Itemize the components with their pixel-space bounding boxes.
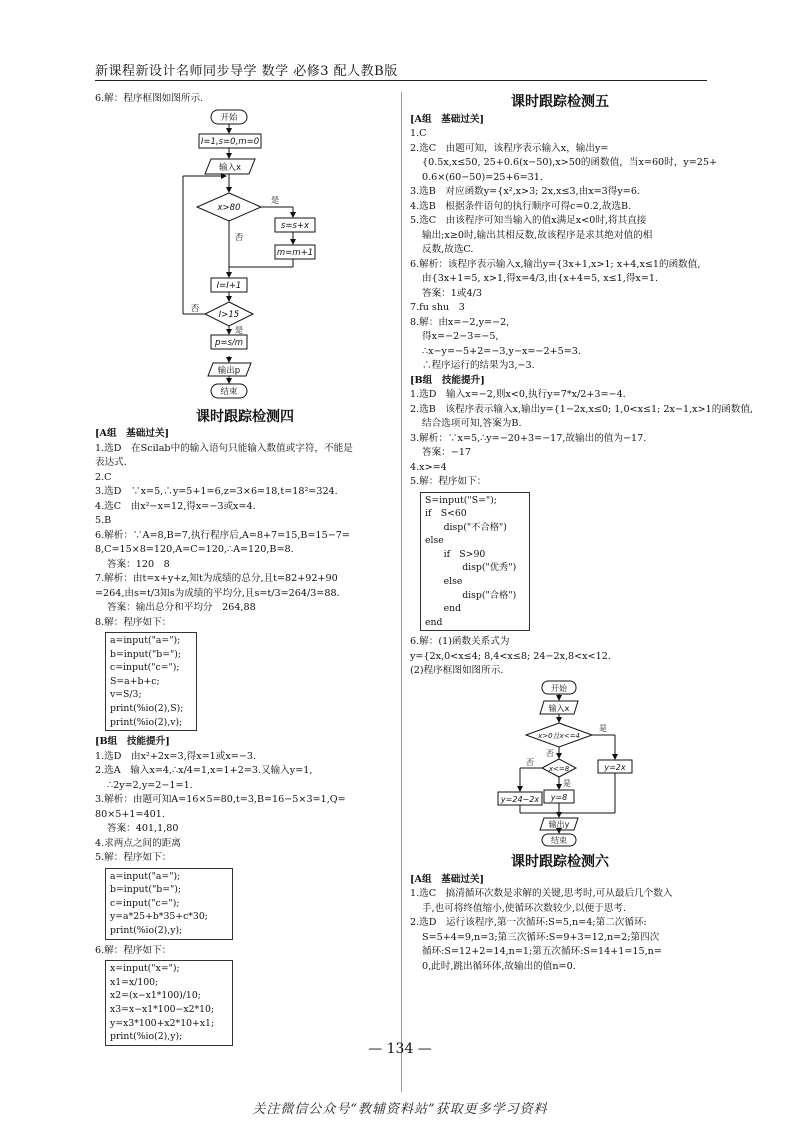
text-line: 5.解：程序如下：: [410, 476, 487, 487]
flow2-yes2-text: 是: [563, 778, 571, 788]
code-line: print(%io(2),v);: [110, 716, 183, 728]
text-line: 1.选D 输入x=−2,则x<0,执行y=7*x/2+3=−4.: [410, 389, 626, 400]
answer-6-lines: [410, 635, 710, 679]
flow1-yes2-text: 是: [234, 325, 244, 336]
text-line: 8.解：由x=−2,y=−2,: [410, 316, 510, 328]
section-title-4: 课时跟踪检测四: [196, 408, 294, 425]
flow1-cond1-text: x>80: [217, 202, 241, 213]
text-line: 5.B: [95, 515, 112, 526]
flow1-proc2-text: m=m+1: [276, 247, 314, 258]
group-a-label: [A组 基础过关]: [410, 113, 485, 125]
group-b-lines: [410, 388, 754, 490]
text-line: 4.x>=4: [410, 461, 447, 473]
group-a-label: [A组 基础过关]: [95, 428, 170, 439]
text-line: 7.fu shu 3: [410, 302, 465, 313]
text-line: 1.C: [410, 128, 427, 139]
text-line: 手,也可将终值缩小,使循环次数较少,以便于思考.: [422, 902, 627, 914]
code-line: b=input("b=");: [110, 884, 182, 896]
text-line: 4.选B 根据条件语句的执行顺序可得c=0.2,故选B.: [410, 200, 632, 212]
flowchart-piecewise: [410, 679, 710, 847]
page-header: 新课程新设计名师同步导学 数学 必修3 配人教B版: [95, 60, 707, 81]
text-line: {0.5x,x≤50, 25+0.6(x−50),x>50的函数值，当x=60时，y=25+: [422, 157, 718, 168]
text-line: 3.解析：∵x=5,∴y=−20+3=−17,故输出的值为−17.: [410, 432, 647, 444]
flow1-no1-text: 否: [234, 232, 244, 243]
flow2-cond1-text: x>0且x<=4: [538, 731, 580, 740]
code-block-5: [105, 868, 233, 940]
text-line: 2.选A 输入x=4,∴x/4=1,x=1+2=3.又输入y=1,: [95, 765, 313, 777]
code-line: v=S/3;: [110, 689, 142, 701]
code-line: end: [425, 616, 443, 628]
flow2-no2-text: 否: [526, 757, 534, 767]
text-line: 由{3x+1=5, x>1,得x=4/3,由{x+4=5, x≤1,得x=1.: [422, 273, 659, 284]
code-block-5r: [420, 492, 530, 632]
text-line: 结合选项可知,答案为B.: [422, 418, 522, 429]
code-line: x2=(x−x1*100)/10;: [110, 990, 201, 1002]
text-line: 1.选C 搞清循环次数是求解的关键,思考时,可从最后几个数入: [410, 888, 673, 900]
code-line: x=input("x=");: [110, 963, 180, 975]
text-line: 5.解：程序如下：: [95, 852, 172, 864]
code-line: x3=x−x1*100−x2*10;: [110, 1003, 215, 1015]
flow1-no2-text: 否: [190, 303, 200, 314]
text-line: 4.求两点之间的距离: [95, 837, 181, 849]
flow1-output-text: 输出p: [217, 366, 241, 376]
text-line: 表达式.: [95, 457, 127, 468]
text-line: 80×5+1=401.: [95, 808, 165, 820]
code-block-8: [105, 632, 197, 731]
flowchart-loop: [95, 107, 395, 357]
section-title-5: 课时跟踪检测五: [511, 94, 609, 110]
group-a6-lines: [410, 887, 710, 974]
section-title-6: 课时跟踪检测六: [511, 854, 609, 871]
flow1-calc-text: p=s/m: [214, 337, 244, 348]
flow1-end-text: 结束: [220, 387, 238, 397]
text-line: 6.解：程序如下：: [95, 944, 172, 956]
flow2-cond2-text: x<=8: [548, 764, 570, 773]
flow2-proc1-text: y=2x: [604, 762, 626, 772]
code-line: x1=x/100;: [110, 976, 159, 988]
text-line: 2.选B 该程序表示输入x,输出y={1−2x,x≤0; 1,0<x≤1; 2x−1,x>1的函数值,: [410, 403, 754, 415]
page-number: — 134 —: [368, 1041, 432, 1057]
flowchart-loop-tail: [95, 356, 395, 401]
text-line: 1.选D 由x²+2x=3,得x=1或x=−3.: [95, 750, 257, 762]
code-line: disp("优秀"): [425, 562, 517, 574]
code-line: print(%io(2),S);: [110, 702, 184, 714]
group-b-lines: [95, 750, 395, 866]
code-line: disp("合格"): [425, 589, 517, 601]
text-line: 7.解析：由t=x+y+z,知t为成绩的总分,且t=82+92+90: [95, 573, 338, 584]
intro-line: 6.解：程序框图如图所示.: [95, 93, 204, 104]
flow2-proc3-text: y=24−2x: [500, 794, 540, 804]
text-line: 2.C: [95, 471, 112, 483]
text-line: 3.选B 对应函数y={x²,x>3; 2x,x≤3,由x=3得y=6.: [410, 186, 640, 197]
text-line: 输出;x≥0时,输出其相反数,故该程序是求其绝对值的相: [422, 229, 653, 241]
group-a-lines: [95, 442, 395, 631]
text-line: 答案：401,1,80: [107, 823, 179, 835]
flow2-no1-text: 否: [546, 748, 554, 758]
text-line: 5.选C 由该程序可知当输入的值x满足x<0时,将其直接: [410, 215, 647, 226]
text-line: 得x=−2−3=−5,: [422, 331, 499, 342]
flow1-inc-text: I=I+1: [216, 280, 242, 291]
code-line: S=a+b+c;: [110, 675, 160, 687]
text-line: y={2x,0<x≤4; 8,4<x≤8; 24−2x,8<x<12.: [410, 650, 611, 662]
text-line: 反数,故选C.: [422, 244, 474, 255]
text-line: 4.选C 由x²−x=12,得x=−3或x=4.: [95, 500, 256, 512]
code-line: c=input("c=");: [110, 897, 180, 909]
flow2-input-text: 输入x: [548, 703, 570, 713]
group-a-lines: [410, 127, 718, 374]
text-line: (2)程序框图如图所示.: [410, 665, 504, 677]
code-line: if S<60: [425, 508, 467, 520]
text-line: 6.解析：该程序表示输入x,输出y={3x+1,x>1; x+4,x≤1的函数值,: [410, 258, 701, 270]
text-line: 答案：1或4/3: [422, 287, 482, 299]
code-block-6: [105, 960, 233, 1046]
text-line: 答案：输出总分和平均分 264,88: [107, 602, 256, 613]
code-line: else: [425, 576, 463, 588]
code-line: y=x3*100+x2*10+x1;: [110, 1017, 215, 1029]
flow2-end-text: 结束: [551, 835, 567, 845]
text-line: 6.解：(1)函数关系式为: [410, 636, 510, 648]
code-line: b=input("b=");: [110, 648, 182, 660]
text-line: S=5+4=9,n=3;第三次循环:S=9+3=12,n=2;第四次: [422, 931, 660, 943]
code-line: c=input("c=");: [110, 662, 180, 674]
flow2-start-text: 开始: [551, 683, 567, 693]
text-line: 2.选D 运行该程序,第一次循环:S=5,n=4;第二次循环:: [410, 917, 647, 929]
flow1-start-text: 开始: [220, 112, 238, 123]
text-line: 8,C=15×8=120,A=C=120,∴A=120,B=8.: [95, 544, 294, 555]
text-line: 0,此时,跳出循环体,故输出的值n=0.: [422, 960, 576, 972]
text-line: 循环:S=12+2=14,n=1;第五次循环:S=14+1=15,n=: [422, 946, 662, 958]
text-line: =264,由s=t/3知s为成绩的平均分,且s=t/3=264/3=88.: [95, 587, 340, 599]
code-line: a=input("a=");: [110, 635, 181, 646]
text-line: 1.选D 在Scilab中的输入语句只能输入数值或字符，不能是: [95, 442, 353, 454]
footer-note: 关注微信公众号“教辅资料站”获取更多学习资料: [252, 1102, 548, 1117]
flow1-input-text: 输入x: [218, 162, 242, 173]
text-line: 0.6×(60−50)=25+6=31.: [422, 171, 543, 183]
column-divider: [401, 92, 402, 1092]
code-line: S=input("S=");: [425, 494, 497, 506]
flow2-proc2-text: y=8: [550, 792, 568, 802]
code-line: else: [425, 535, 444, 547]
text-line: 答案：120 8: [107, 558, 170, 570]
text-line: 6.解析：∵A=8,B=7,执行程序后,A=8+7=15,B=15−7=: [95, 529, 350, 541]
text-line: 8.解：程序如下：: [95, 616, 172, 628]
flow1-yes1-text: 是: [270, 195, 280, 206]
flow1-cond2-text: I>15: [218, 309, 240, 320]
text-line: 3.解析：由题可知A=16×5=80,t=3,B=16−5×3=1,Q=: [95, 794, 346, 806]
code-line: print(%io(2),y);: [110, 925, 183, 937]
flow1-proc1-text: s=s+x: [280, 220, 310, 231]
code-line: y=a*25+b*35+c*30;: [110, 911, 208, 923]
code-line: end: [425, 603, 462, 615]
text-line: ∴2y=2,y=2−1=1.: [107, 779, 193, 791]
code-line: a=input("a=");: [110, 870, 181, 882]
code-line: print(%io(2),y);: [110, 1031, 183, 1043]
right-column: [410, 92, 754, 974]
group-b-label: [B组 技能提升]: [95, 736, 170, 748]
code-line: if S>90: [425, 548, 486, 560]
text-line: 3.选D ∵x=5,∴y=5+1=6,z=3×6=18,t=18²=324.: [95, 486, 338, 497]
text-line: ∴程序运行的结果为3,−3.: [422, 360, 535, 371]
flow2-yes1-text: 是: [599, 723, 607, 733]
left-column: [95, 92, 395, 1050]
code-line: disp("不合格"): [425, 521, 507, 533]
flow1-init-text: I=1,s=0,m=0: [200, 136, 260, 147]
text-line: ∴x−y=−5+2=−3,y−x=−2+5=3.: [422, 345, 581, 357]
group-b-label: [B组 技能提升]: [410, 374, 485, 386]
text-line: 答案：−17: [422, 447, 472, 458]
text-line: 2.选C 由题可知，该程序表示输入x，输出y=: [410, 142, 609, 154]
group-a6-label: [A组 基础过关]: [410, 873, 485, 885]
flow2-output-text: 输出y: [548, 819, 570, 829]
